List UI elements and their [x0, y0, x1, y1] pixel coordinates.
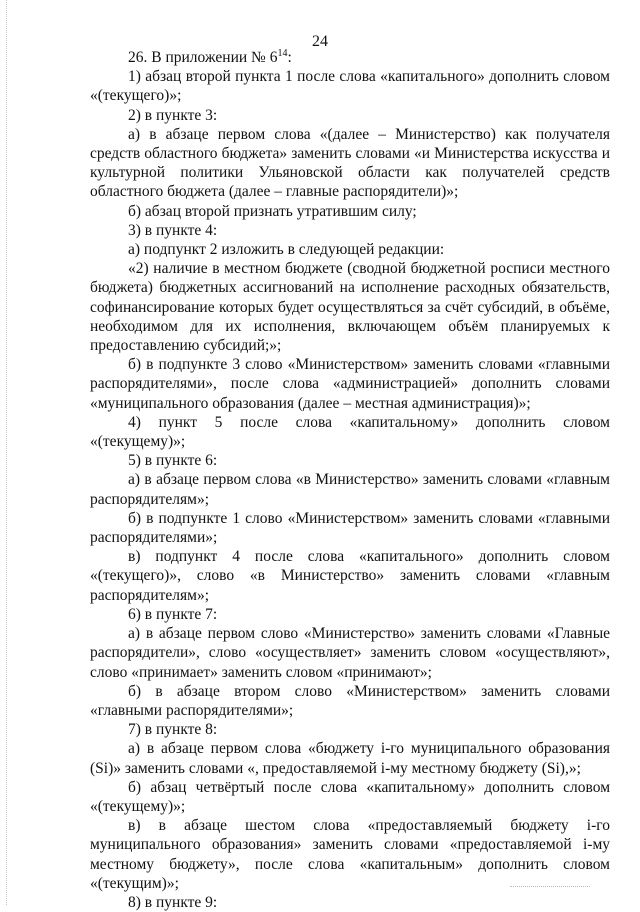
page-left-edge: [6, 0, 8, 905]
paragraph: 7) в пункте 8:: [128, 721, 218, 739]
paragraph: б) абзац второй признать утратившим силу;: [128, 202, 417, 220]
paragraph: а) в абзаце первом слова «(далее – Министерство) как получателя средств областного бюджета» заменить словами «и Министерства искусства и культурной политики Ульяновской области как получателей средств областного бюджета (далее – главные распорядители)»;: [90, 125, 610, 201]
paragraph: а) в абзаце первом слово «Министерство» заменить словами «Главные распорядители», слово «осуществляет» заменить словом «осуществляют», слово «принимает» заменить словом «принимают»;: [90, 625, 610, 681]
paragraph: б) абзац четвёртый после слова «капитальному» дополнить словом «(текущему)»;: [90, 778, 610, 815]
paragraph: «2) наличие в местном бюджете (сводной бюджетной росписи местного бюджета) бюджетных ассигнований на исполнение расходных обязательств, софинансирование которых будет осуществляться за счёт субсидий, в объёме, необходимом для их исполнения, включающем объём планируемых к предоставлению субсидий;»;: [90, 260, 610, 355]
paragraph: 4) пункт 5 после слова «капитальному» дополнить словом «(текущему)»;: [90, 413, 610, 451]
paragraph: а) подпункт 2 изложить в следующей редакции:: [128, 241, 445, 259]
paragraph: 8) в пункте 9:: [128, 893, 218, 911]
paragraph: 6) в пункте 7:: [128, 605, 218, 623]
footnote-marker: 14: [277, 47, 288, 59]
footer-faint-marks: [510, 886, 590, 890]
paragraph: а) в абзаце первом слова «в Министерство» заменить словами «главным распорядителям»;: [90, 471, 610, 508]
section-heading-text: 26. В приложении № 6: [128, 49, 278, 66]
section-heading: [90, 48, 610, 67]
paragraph: 3) в пункте 4:: [128, 221, 218, 239]
paragraph: б) в подпункте 1 слово «Министерством» заменить словами «главными распорядителями»;: [90, 509, 610, 547]
page-number: 24: [312, 33, 328, 50]
paragraph: 2) в пункте 3:: [128, 106, 218, 124]
paragraph: в) подпункт 4 после слова «капитального» дополнить словом «(текущего)», слово «в Министерство» заменить словами «главным распорядителям»;: [90, 548, 610, 604]
document-body: [90, 48, 610, 912]
section-heading-tail: :: [287, 49, 292, 66]
paragraph: в) в абзаце шестом слова «предоставляемый бюджету i-го муниципального образования» заменить словами «предоставляемой i-му местному бюджету», после слова «капитальным» дополнить словом «(текущим)»;: [90, 817, 610, 892]
paragraph: б) в подпункте 3 слово «Министерством» заменить словами «главными распорядителями», после слова «администрацией» дополнить словами «муниципального образования (далее – местная администрация)»;: [90, 356, 610, 412]
paragraph: 5) в пункте 6:: [128, 452, 218, 470]
paragraph: б) в абзаце втором слово «Министерством» заменить словами «главными распорядителями»;: [90, 682, 610, 719]
paragraph: а) в абзаце первом слова «бюджету i-го муниципального образования (Si)» заменить словами «, предоставляемой i-му местному бюджету (Si),»;: [90, 740, 610, 777]
paragraph: 1) абзац второй пункта 1 после слова «капитального» дополнить словом «(текущего)»;: [90, 68, 610, 105]
